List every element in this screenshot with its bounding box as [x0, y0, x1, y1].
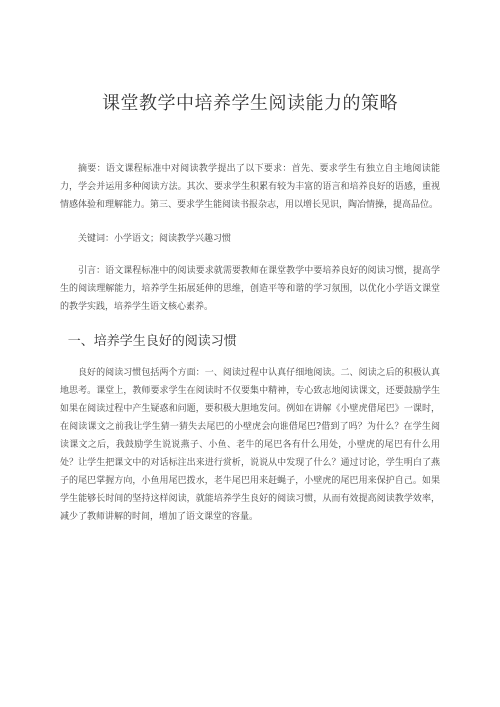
section-heading-1: 一、培养学生良好的阅读习惯	[67, 334, 237, 349]
abstract-paragraph: 摘要：语文课程标准中对阅读教学提出了以下要求：首先、要求学生有独立自主地阅读能力，学会并运用多种阅读方法。其次、要求学生积累有较为丰富的语言和培养良好的语感，重视情感体验和理解能力。第三、要求学生能阅读书报杂志，用以增长见识，陶冶情操，提高品位。	[60, 164, 440, 210]
intro-paragraph: 引言：语文课程标准中的阅读要求就需要教师在课堂教学中要培养良好的阅读习惯，提高学生的阅读理解能力，培养学生拓展延伸的思维，创造平等和谐的学习氛围，以优化小学语文课堂的教学实践，培养学生语文核心素养。	[60, 266, 440, 312]
section-body-1: 良好的阅读习惯包括两个方面：一、阅读过程中认真仔细地阅读。二、阅读之后的积极认真地思考。课堂上，教师要求学生在阅读时不仅要集中精神，专心致志地阅读课文，还要鼓励学生如果在阅读过程中产生疑惑和问题，要积极大胆地发问。例如在讲解《小壁虎借尾巴》一课时，在阅读课文之前我让学生猜一猜失去尾巴的小壁虎会向谁借尾巴?借到了吗？为什么？在学生阅读课文之后，我鼓励学生说说燕子、小鱼、老牛的尾巴各有什么用处，小壁虎的尾巴有什么用处？让学生把课文中的对话标注出来进行赏析，说说从中发现了什么？通过讨论，学生明白了燕子的尾巴掌握方向，小鱼用尾巴拨水，老牛尾巴用来赶蝇子，小壁虎的尾巴用来保护自己。如果学生能够长时间的坚持这样阅读，就能培养学生良好的阅读习惯，从而有效提高阅读教学效率，减少了教师讲解的时间，增加了语文课堂的容量。	[60, 368, 440, 522]
keywords-line: 关键词：小学语文；阅读教学兴趣习惯	[78, 234, 232, 244]
document-title: 课堂教学中培养学生阅读能力的策略	[102, 93, 398, 114]
